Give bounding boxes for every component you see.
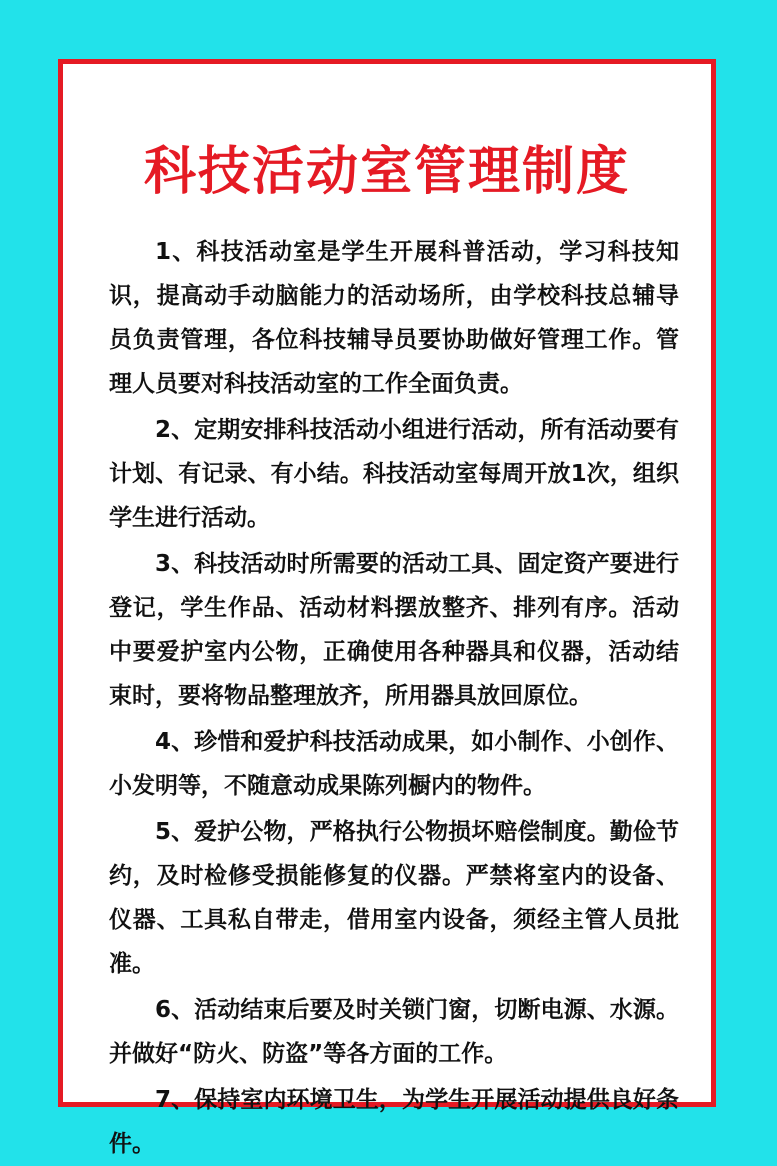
regulation-item-4: 4、珍惜和爱护科技活动成果，如小制作、小创作、小发明等，不随意动成果陈列橱内的物件。	[109, 729, 679, 799]
regulation-item-6: 6、活动结束后要及时关锁门窗，切断电源、水源。并做好“防火、防盗”等各方面的工作。	[109, 997, 679, 1067]
regulation-item-2: 2、定期安排科技活动小组进行活动，所有活动要有计划、有记录、有小结。科技活动室每周开放1次，组织学生进行活动。	[109, 417, 679, 531]
regulation-item-5: 5、爱护公物，严格执行公物损坏赔偿制度。勤俭节约，及时检修受损能修复的仪器。严禁将室内的设备、仪器、工具私自带走，借用室内设备，须经主管人员批准。	[109, 819, 679, 977]
regulation-body	[109, 230, 679, 1166]
regulation-item-7: 7、保持室内环境卫生，为学生开展活动提供良好条件。	[109, 1087, 679, 1157]
page-title: 科技活动室管理制度	[143, 142, 630, 202]
regulation-item-3: 3、科技活动时所需要的活动工具、固定资产要进行登记，学生作品、活动材料摆放整齐、排列有序。活动中要爱护室内公物，正确使用各种器具和仪器，活动结束时，要将物品整理放齐，所用器具放回原位。	[109, 551, 679, 709]
regulation-board	[58, 59, 716, 1157]
regulation-item-1: 1、科技活动室是学生开展科普活动，学习科技知识，提高动手动脑能力的活动场所，由学校科技总辅导员负责管理，各位科技辅导员要协助做好管理工作。管理人员要对科技活动室的工作全面负责。	[109, 239, 679, 397]
